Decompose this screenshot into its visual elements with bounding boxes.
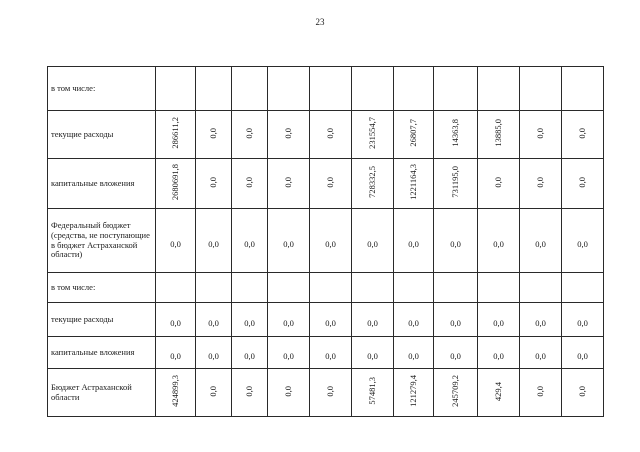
row-label: в том числе:: [48, 273, 156, 303]
table-cell: [478, 209, 520, 273]
table-cell: [352, 337, 394, 369]
table-cell: [156, 369, 196, 417]
cell-value: 1221164,3: [407, 164, 418, 201]
table-cell: [156, 337, 196, 369]
table-cell: [478, 159, 520, 209]
cell-value: 0,0: [324, 127, 335, 139]
table-cell: [562, 209, 604, 273]
cell-value: 0,0: [535, 317, 546, 328]
table-cell: [268, 67, 310, 111]
table-cell: [310, 303, 352, 337]
cell-value: 0,0: [207, 385, 218, 397]
cell-value: 0,0: [244, 238, 255, 249]
row-label: Бюджет Астраханской области: [48, 369, 156, 417]
cell-value: 0,0: [367, 350, 378, 361]
cell-value: 0,0: [577, 238, 588, 249]
table-cell: [310, 209, 352, 273]
table-cell: [196, 209, 232, 273]
table-cell: [196, 159, 232, 209]
table-cell: [478, 111, 520, 159]
cell-value: 731195,0: [449, 166, 460, 198]
table-cell: [520, 303, 562, 337]
cell-value: 0,0: [324, 385, 335, 397]
cell-value: 0,0: [244, 317, 255, 328]
cell-value: 0,0: [493, 350, 504, 361]
table-cell: [520, 209, 562, 273]
cell-value: 0,0: [367, 317, 378, 328]
cell-value: 0,0: [577, 317, 588, 328]
table-row: [48, 111, 604, 159]
table-cell: [156, 159, 196, 209]
table-cell: [156, 303, 196, 337]
table-cell: [434, 209, 478, 273]
cell-value: 13885,0: [492, 119, 503, 147]
table-cell: [520, 67, 562, 111]
table-cell: [232, 209, 268, 273]
table-cell: [434, 159, 478, 209]
cell-value: 0,0: [208, 317, 219, 328]
table-cell: [232, 111, 268, 159]
table-cell: [232, 67, 268, 111]
table-cell: [310, 159, 352, 209]
table-cell: [310, 369, 352, 417]
cell-value: 286611,2: [169, 117, 180, 149]
cell-value: 231554,7: [366, 117, 377, 150]
table-row: [48, 303, 604, 337]
page-number: 23: [315, 17, 325, 27]
row-label: текущие расходы: [48, 303, 156, 337]
table-cell: [434, 67, 478, 111]
table-cell: [232, 159, 268, 209]
table-cell: [156, 273, 196, 303]
cell-value: 0,0: [367, 238, 378, 249]
table-row: [48, 67, 604, 111]
cell-value: 245709,2: [449, 375, 460, 408]
table-cell: [310, 273, 352, 303]
table-row: [48, 159, 604, 209]
table-cell: [520, 159, 562, 209]
table-cell: [268, 369, 310, 417]
cell-value: 0,0: [535, 350, 546, 361]
table-cell: [394, 159, 434, 209]
cell-value: 0,0: [244, 350, 255, 361]
table-cell: [268, 337, 310, 369]
table-cell: [562, 369, 604, 417]
cell-value: 0,0: [243, 176, 254, 188]
row-label: Федеральный бюджет (средства, не поступающие в бюджет Астраханской области): [48, 209, 156, 273]
cell-value: 0,0: [576, 127, 587, 139]
cell-value: 0,0: [170, 238, 181, 249]
table-row: [48, 209, 604, 273]
table-cell: [196, 369, 232, 417]
cell-value: 0,0: [282, 385, 293, 397]
table-cell: [434, 303, 478, 337]
cell-value: 0,0: [492, 176, 503, 188]
table-cell: [478, 67, 520, 111]
table-cell: [352, 209, 394, 273]
table-cell: [232, 369, 268, 417]
table-cell: [434, 337, 478, 369]
cell-value: 0,0: [282, 127, 293, 139]
table-cell: [434, 273, 478, 303]
cell-value: 14363,8: [449, 119, 460, 147]
table-cell: [232, 303, 268, 337]
table-cell: [352, 159, 394, 209]
cell-value: 0,0: [535, 238, 546, 249]
table-cell: [562, 159, 604, 209]
table-cell: [268, 159, 310, 209]
table-cell: [232, 273, 268, 303]
row-label: капитальные вложения: [48, 159, 156, 209]
table-cell: [352, 273, 394, 303]
cell-value: 0,0: [325, 317, 336, 328]
cell-value: 0,0: [576, 385, 587, 397]
table-cell: [310, 67, 352, 111]
table-cell: [520, 273, 562, 303]
row-label: в том числе:: [48, 67, 156, 111]
table-cell: [520, 111, 562, 159]
table-cell: [434, 111, 478, 159]
table-cell: [562, 273, 604, 303]
cell-value: 2680691,8: [169, 164, 180, 201]
cell-value: 0,0: [408, 238, 419, 249]
cell-value: 0,0: [534, 176, 545, 188]
table-cell: [394, 369, 434, 417]
cell-value: 0,0: [450, 350, 461, 361]
table-cell: [352, 111, 394, 159]
cell-value: 0,0: [208, 238, 219, 249]
cell-value: 0,0: [283, 317, 294, 328]
table-cell: [268, 111, 310, 159]
table-cell: [232, 337, 268, 369]
cell-value: 0,0: [534, 127, 545, 139]
cell-value: 0,0: [408, 350, 419, 361]
cell-value: 0,0: [243, 385, 254, 397]
table-cell: [310, 337, 352, 369]
table-cell: [562, 303, 604, 337]
table-cell: [478, 273, 520, 303]
table-cell: [268, 273, 310, 303]
cell-value: 0,0: [208, 350, 219, 361]
table-cell: [196, 337, 232, 369]
table-cell: [268, 209, 310, 273]
cell-value: 429,4: [492, 381, 503, 401]
cell-value: 0,0: [408, 317, 419, 328]
cell-value: 728332,5: [366, 166, 377, 199]
cell-value: 0,0: [450, 238, 461, 249]
cell-value: 0,0: [283, 238, 294, 249]
cell-value: 0,0: [243, 127, 254, 139]
table-row: [48, 337, 604, 369]
table-cell: [394, 111, 434, 159]
table-cell: [352, 67, 394, 111]
table-cell: [394, 209, 434, 273]
table-cell: [434, 369, 478, 417]
table-cell: [268, 303, 310, 337]
table-row: [48, 369, 604, 417]
cell-value: 0,0: [207, 176, 218, 188]
table-cell: [394, 303, 434, 337]
table-cell: [478, 369, 520, 417]
table-cell: [562, 67, 604, 111]
cell-value: 0,0: [325, 350, 336, 361]
table-cell: [520, 337, 562, 369]
budget-table: [47, 66, 604, 417]
cell-value: 57481,3: [366, 377, 377, 405]
table-cell: [478, 337, 520, 369]
table-cell: [394, 273, 434, 303]
table-cell: [196, 273, 232, 303]
table-cell: [156, 111, 196, 159]
table-cell: [352, 369, 394, 417]
table-cell: [520, 369, 562, 417]
table-cell: [394, 337, 434, 369]
table-cell: [156, 67, 196, 111]
table-cell: [196, 111, 232, 159]
cell-value: 0,0: [493, 238, 504, 249]
cell-value: 0,0: [534, 385, 545, 397]
table-cell: [156, 209, 196, 273]
cell-value: 121279,4: [407, 375, 418, 408]
cell-value: 0,0: [325, 238, 336, 249]
row-label: капитальные вложения: [48, 337, 156, 369]
cell-value: 0,0: [282, 176, 293, 188]
table-row: [48, 273, 604, 303]
table-cell: [562, 111, 604, 159]
cell-value: 0,0: [493, 317, 504, 328]
table-cell: [478, 303, 520, 337]
table-cell: [196, 303, 232, 337]
cell-value: 0,0: [170, 350, 181, 361]
cell-value: 0,0: [577, 350, 588, 361]
table-cell: [196, 67, 232, 111]
row-label: текущие расходы: [48, 111, 156, 159]
cell-value: 0,0: [283, 350, 294, 361]
cell-value: 0,0: [576, 176, 587, 188]
cell-value: 26807,7: [407, 119, 418, 147]
cell-value: 424899,3: [169, 375, 180, 408]
table-cell: [562, 337, 604, 369]
table-cell: [352, 303, 394, 337]
table-cell: [310, 111, 352, 159]
cell-value: 0,0: [170, 317, 181, 328]
cell-value: 0,0: [450, 317, 461, 328]
table-cell: [394, 67, 434, 111]
cell-value: 0,0: [207, 127, 218, 139]
cell-value: 0,0: [324, 176, 335, 188]
